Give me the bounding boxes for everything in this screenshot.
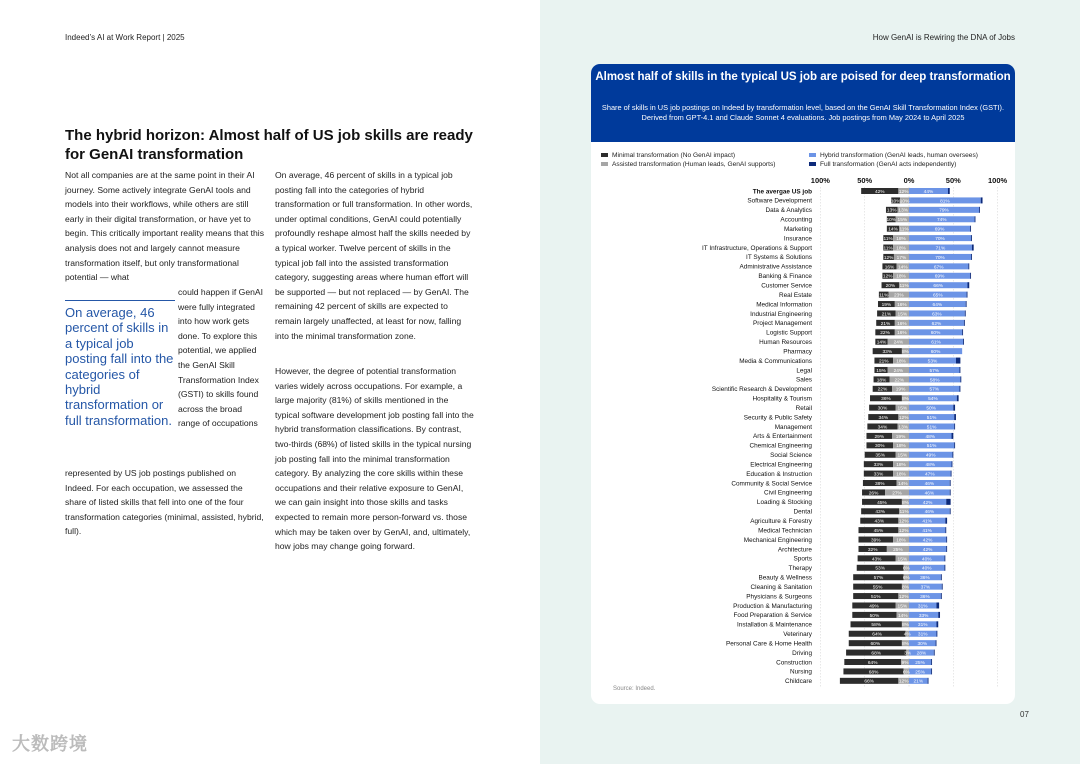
category-label: Industrial Engineering (750, 310, 812, 318)
data-label-hybrid: 60% (930, 350, 941, 356)
data-label-hybrid: 36% (920, 594, 930, 600)
data-label-assisted: 6% (902, 566, 910, 572)
bar-full (971, 254, 972, 260)
chart-subtitle: Share of skills in US job postings on Indeed by transformation level, based on the GenAI Skill Transformation Index (GSTI). Derived from GPT-4.1 and Claude Sonnet 4 evaluations. Job postings from May 2024 to April 2025 (601, 103, 1005, 122)
transformation-bar-chart (591, 64, 1015, 704)
category-label: Administrative Assistance (739, 263, 812, 271)
data-label-assisted: 18% (896, 237, 906, 242)
data-label-hybrid: 46% (924, 510, 935, 516)
bar-full (952, 452, 953, 458)
data-label-assisted: 8% (901, 642, 909, 648)
data-label-minimal: 10% (886, 218, 897, 224)
data-label-minimal: 20% (885, 284, 896, 290)
bar-full (948, 188, 950, 194)
bar-full (960, 386, 961, 392)
bar-full (944, 555, 945, 561)
data-label-hybrid: 69% (934, 274, 945, 280)
legend-item-assisted: Assisted transformation (Human leads, GenAI supports) (601, 161, 775, 168)
category-label: Customer Service (761, 282, 812, 290)
data-label-minimal: 11% (883, 246, 893, 252)
data-label-hybrid: 31% (917, 632, 928, 638)
data-label-minimal: 21% (880, 321, 891, 327)
data-label-hybrid: 25% (915, 660, 925, 666)
data-label-hybrid: 51% (926, 425, 937, 431)
data-label-hybrid: 70% (935, 255, 945, 261)
bar-full (946, 537, 947, 543)
data-label-minimal: 32% (867, 547, 878, 553)
data-label-hybrid: 70% (935, 237, 945, 242)
category-label: Installation & Maintenance (737, 621, 812, 629)
data-label-minimal: 49% (869, 604, 879, 610)
data-label-assisted: 16% (897, 331, 907, 337)
data-label-minimal: 38% (874, 481, 885, 487)
page-number: 07 (1020, 710, 1029, 719)
data-label-hybrid: 50% (926, 406, 936, 412)
data-label-minimal: 43% (875, 510, 886, 516)
data-label-minimal: 11% (879, 293, 889, 299)
bar-full (936, 640, 937, 646)
data-label-assisted: 24% (893, 368, 904, 374)
data-label-hybrid: 40% (921, 557, 932, 563)
data-label-minimal: 22% (880, 331, 890, 337)
bar-full (963, 339, 964, 345)
bar-full (950, 508, 951, 514)
data-label-assisted: 18% (896, 274, 906, 280)
data-label-minimal: 16% (884, 265, 895, 271)
data-label-assisted: 18% (896, 246, 906, 252)
bar-full (954, 442, 955, 448)
data-label-hybrid: 30% (917, 642, 928, 648)
bar-full (975, 216, 976, 222)
data-label-hybrid: 25% (915, 670, 925, 676)
data-label-hybrid: 31% (917, 604, 928, 610)
category-label: Education & Instruction (746, 470, 812, 478)
data-label-assisted: 19% (895, 434, 906, 440)
category-label: IT Systems & Solutions (746, 254, 812, 262)
data-label-assisted: 10% (899, 199, 910, 205)
data-label-hybrid: 79% (939, 208, 949, 214)
data-label-assisted: 15% (897, 604, 908, 610)
data-label-minimal: 45% (873, 529, 884, 535)
bar-full (960, 367, 961, 373)
category-label: IT Infrastructure, Operations & Support (702, 244, 812, 252)
bar-full (957, 395, 959, 401)
bar-full (966, 301, 967, 307)
bar-full (928, 678, 929, 684)
category-label: Agriculture & Forestry (750, 518, 812, 525)
data-label-hybrid: 31% (917, 623, 928, 629)
category-label: Childcare (785, 678, 812, 686)
data-label-minimal: 64% (867, 660, 878, 666)
article-headline: The hybrid horizon: Almost half of US job skills are ready for GenAI transformation (65, 127, 473, 163)
axis-tick-label: 0% (903, 176, 915, 185)
category-label: Social Science (770, 452, 812, 460)
data-label-assisted: 8% (901, 397, 909, 403)
data-label-minimal: 14% (888, 227, 898, 233)
data-label-minimal: 21% (878, 359, 889, 365)
category-label: Management (774, 423, 812, 431)
data-label-hybrid: 42% (922, 500, 933, 506)
category-label: Sales (796, 376, 812, 384)
bar-full (942, 584, 943, 590)
data-label-minimal: 21% (881, 312, 892, 318)
axis-tick-label: 50% (945, 176, 961, 185)
legend-item-hybrid: Hybrid transformation (GenAI leads, human oversees) (809, 152, 978, 159)
pull-quote: On average, 46 percent of skills in a typical job posting fall into the categories of hybrid transformation or full transformation. (65, 300, 175, 428)
data-label-minimal: 33% (873, 463, 884, 469)
column-2-para-2: However, the degree of potential transformation varies widely across occupations. For example, a large majority (81%) of skills mentioned in the typical software development job posting fall into the hybrid transformation classifications. By contrast, two-thirds (68%) of listed skills in the typical nursing job posting fall into the minimal transformation category. By analyzing the core skills within these occupations and their relative exposure to GenAI, we can gain insight into those skills and tasks expected to remain more person-forward vs. those which may be taken over by GenAI, and, ultimately, how jobs may change going forward. (275, 366, 474, 552)
data-label-minimal: 35% (875, 453, 886, 459)
data-label-hybrid: 57% (929, 387, 940, 393)
data-label-assisted: 6% (902, 576, 910, 582)
category-label: Chemical Engineering (749, 442, 812, 450)
bar-full (946, 499, 950, 505)
data-label-hybrid: 71% (935, 246, 946, 252)
data-label-assisted: 14% (897, 265, 908, 271)
data-label-hybrid: 42% (922, 538, 933, 544)
bar-full (967, 292, 968, 298)
bar-full (979, 207, 980, 213)
data-label-assisted: 15% (897, 453, 908, 459)
category-label: Driving (792, 649, 812, 657)
data-label-assisted: 14% (897, 613, 908, 619)
data-label-assisted: 16% (897, 321, 907, 327)
data-label-hybrid: 58% (929, 378, 940, 384)
data-label-hybrid: 74% (936, 218, 947, 224)
data-label-assisted: 12% (898, 594, 909, 600)
bar-full (945, 518, 947, 524)
data-label-minimal: 33% (882, 350, 893, 356)
data-label-hybrid: 66% (933, 284, 944, 290)
data-label-assisted: 15% (897, 218, 908, 224)
bar-full (941, 593, 942, 599)
data-label-assisted: 3% (904, 651, 912, 657)
data-label-hybrid: 46% (924, 491, 935, 497)
category-label: Mechanical Engineering (743, 536, 812, 544)
data-label-minimal: 13% (886, 208, 897, 214)
axis-tick-label: 50% (857, 176, 873, 185)
bar-full (951, 471, 952, 477)
data-label-assisted: 18% (896, 463, 906, 469)
data-label-hybrid: 41% (922, 529, 932, 535)
column-1-mid: could happen if GenAI were fully integrated into how work gets done. To explore this potential, we applied the GenAI Skill Transformation Index (GSTI) to skills found across the broad range of occupations (178, 287, 264, 429)
column-2-para-1: On average, 46 percent of skills in a typical job posting fall into the categories of hybrid transformation or full transformation. In other words, under optimal conditions, GenAI could potentially profoundly reshape almost half the skills needed by a typical worker. Twelve percent of skills in the typical job fall into the assisted transformation category, suggesting areas where human effort will be supported — but not replaced — by GenAI. The remaining 42 percent of skills are expected to remain largely unaffected, at least for now, falling into the minimal transformation zone. (275, 170, 473, 341)
legend-item-full: Full transformation (GenAI acts independently) (809, 161, 956, 168)
watermark: 大数跨境 (12, 734, 88, 754)
bar-full (936, 602, 939, 608)
data-label-hybrid: 40% (921, 566, 932, 572)
data-label-assisted: 19% (895, 387, 906, 393)
data-label-assisted: 8% (901, 500, 909, 506)
report-header: Indeed’s AI at Work Report | 2025 (65, 33, 185, 42)
bar-full (970, 226, 971, 232)
data-label-minimal: 50% (869, 613, 880, 619)
category-label: Architecture (777, 546, 812, 554)
category-label: Pharmacy (783, 348, 812, 356)
chart-source: Source: Indeed. (613, 686, 656, 692)
bar-full (952, 433, 954, 439)
data-label-assisted: 18% (896, 472, 906, 478)
data-label-hybrid: 41% (922, 519, 932, 525)
category-label: Civil Engineering (764, 489, 812, 497)
bar-full (944, 565, 945, 571)
data-label-hybrid: 67% (933, 265, 944, 271)
category-label: Therapy (788, 565, 812, 573)
data-label-assisted: 18% (896, 538, 906, 544)
bar-full (931, 659, 932, 665)
data-label-minimal: 15% (876, 368, 886, 374)
bar-full (936, 631, 937, 637)
data-label-minimal: 39% (870, 538, 881, 544)
category-label: Sports (793, 555, 812, 563)
data-label-minimal: 68% (868, 670, 879, 676)
data-label-minimal: 42% (874, 189, 885, 195)
data-label-assisted: 8% (901, 623, 909, 629)
data-label-minimal: 22% (877, 387, 888, 393)
data-label-hybrid: 53% (927, 359, 938, 365)
category-label: Electrical Engineering (750, 461, 812, 469)
category-label: Insurance (783, 235, 812, 243)
data-label-minimal: 12% (883, 255, 894, 261)
data-label-minimal: 53% (875, 566, 886, 572)
data-label-assisted: 27% (892, 491, 902, 497)
data-label-assisted: 12% (898, 519, 909, 525)
data-label-minimal: 19% (881, 302, 892, 308)
data-label-assisted: 12% (898, 679, 909, 685)
data-label-assisted: 18% (896, 359, 906, 365)
bar-full (954, 424, 955, 430)
data-label-minimal: 34% (878, 415, 889, 421)
category-label: Scientific Research & Development (711, 386, 812, 394)
bar-full (931, 668, 932, 674)
bar-full (970, 273, 971, 279)
data-label-assisted: 11% (899, 284, 909, 290)
data-label-assisted: 13% (898, 425, 909, 431)
data-label-assisted: 15% (897, 406, 908, 412)
data-label-hybrid: 49% (925, 453, 936, 459)
bar-full (938, 612, 940, 618)
data-label-assisted: 11% (899, 510, 909, 516)
data-label-assisted: 15% (897, 557, 908, 563)
data-label-assisted: 6% (902, 670, 910, 676)
bar-full (960, 376, 961, 382)
bar-full (934, 650, 935, 656)
bar-full (952, 461, 953, 467)
category-label: Retail (795, 404, 812, 412)
bar-full (953, 405, 955, 411)
category-label: Real Estate (778, 291, 812, 299)
data-label-assisted: 9% (901, 660, 909, 666)
category-label: Beauty & Wellness (758, 574, 812, 582)
category-label: Construction (776, 659, 812, 667)
data-label-hybrid: 44% (923, 189, 934, 195)
category-label: Community & Social Service (731, 480, 812, 488)
data-label-hybrid: 63% (932, 312, 942, 318)
data-label-minimal: 26% (868, 491, 879, 497)
data-label-minimal: 34% (877, 425, 888, 431)
data-label-minimal: 11% (883, 237, 893, 242)
bar-full (946, 546, 947, 552)
data-label-minimal: 55% (872, 585, 883, 591)
bar-full (968, 263, 969, 269)
data-label-hybrid: 48% (925, 434, 936, 440)
legend-item-minimal: Minimal transformation (No GenAI impact) (601, 152, 735, 159)
column-1-top: Not all companies are at the same point in their AI journey. Some actively integrate GenAI tools and models into their workflows, while others are still early in their digital transformation, or have yet to begin. This critically important reality means that this analysis does not and largely cannot measure transformation itself, but only transformational potential — what (65, 170, 265, 283)
category-label: Banking & Finance (758, 273, 812, 281)
data-label-hybrid: 54% (928, 397, 938, 403)
bar-full (972, 245, 974, 251)
category-label: Medical Information (756, 301, 812, 309)
data-label-assisted: 14% (897, 481, 908, 487)
category-label: The avergae US job (752, 188, 812, 196)
data-label-hybrid: 42% (922, 547, 933, 553)
data-label-hybrid: 47% (925, 472, 935, 478)
bar-full (941, 574, 942, 580)
category-label: Production & Manufacturing (733, 602, 812, 610)
category-label: Cleaning & Sanitation (750, 583, 812, 591)
data-label-assisted: 8% (901, 350, 909, 356)
section-header: How GenAI is Rewiring the DNA of Jobs (872, 33, 1015, 42)
bar-full (945, 527, 946, 533)
data-label-minimal: 57% (873, 576, 884, 582)
data-label-assisted: 15% (897, 312, 908, 318)
data-label-assisted: 12% (898, 529, 909, 535)
axis-tick-label: 100% (988, 176, 1008, 185)
data-label-minimal: 64% (872, 632, 882, 638)
bar-full (950, 489, 951, 495)
data-label-hybrid: 36% (920, 576, 930, 582)
data-label-assisted: 4% (903, 632, 911, 638)
category-label: Security & Public Safety (743, 414, 812, 422)
data-label-hybrid: 37% (920, 585, 931, 591)
category-label: Arts & Entertainment (753, 433, 812, 441)
category-label: Nursing (789, 668, 812, 676)
data-label-minimal: 30% (874, 444, 885, 450)
bar-full (964, 320, 965, 326)
category-label: Data & Analytics (765, 207, 812, 215)
bar-full (962, 329, 963, 335)
bar-full (965, 310, 966, 316)
category-label: Dental (793, 508, 812, 516)
data-label-hybrid: 61% (931, 340, 941, 346)
bar-full (950, 480, 951, 486)
data-label-assisted: 8% (901, 585, 909, 591)
data-label-hybrid: 65% (932, 293, 943, 299)
category-label: Physicians & Surgeons (746, 593, 812, 601)
data-label-minimal: 14% (876, 340, 887, 346)
data-label-hybrid: 57% (929, 368, 940, 374)
data-label-assisted: 24% (893, 340, 904, 346)
data-label-minimal: 66% (864, 679, 874, 685)
data-label-hybrid: 51% (926, 444, 937, 450)
category-label: Legal (796, 367, 812, 375)
category-label: Software Development (747, 197, 812, 205)
data-label-assisted: 16% (897, 302, 907, 308)
data-label-minimal: 10% (890, 199, 901, 205)
bar-full (954, 414, 956, 420)
data-label-assisted: 11% (899, 227, 909, 233)
bar-full (981, 197, 983, 203)
data-label-assisted: 22% (894, 378, 905, 384)
data-label-hybrid: 60% (930, 331, 941, 337)
data-label-hybrid: 51% (926, 415, 937, 421)
data-label-assisted: 17% (896, 255, 907, 261)
bar-full (967, 282, 969, 288)
category-label: Media & Communications (739, 357, 812, 365)
chart-title: Almost half of skills in the typical US job are poised for deep transformation (595, 71, 1011, 83)
data-label-hybrid: 21% (913, 679, 924, 685)
data-label-hybrid: 33% (918, 613, 929, 619)
data-label-assisted: 23% (894, 293, 904, 299)
data-label-hybrid: 62% (931, 321, 942, 327)
category-label: Loading & Stocking (756, 499, 812, 507)
data-label-hybrid: 64% (932, 302, 943, 308)
category-label: Logistic Support (766, 329, 812, 337)
category-label: Veterinary (783, 631, 812, 639)
data-label-minimal: 43% (871, 557, 882, 563)
data-label-assisted: 13% (898, 208, 909, 214)
data-label-minimal: 18% (876, 378, 887, 384)
data-label-minimal: 43% (874, 519, 885, 525)
data-label-minimal: 60% (870, 642, 881, 648)
data-label-minimal: 29% (874, 434, 885, 440)
column-1-bottom: represented by US job postings published on Indeed. For each occupation, we assessed the share of listed skills that fell into one of the four transformation categories (minimal, assisted, hybrid, full). (65, 468, 264, 537)
bar-full (971, 235, 972, 241)
data-label-hybrid: 48% (925, 463, 936, 469)
data-label-hybrid: 81% (940, 199, 950, 205)
data-label-assisted: 18% (896, 444, 906, 450)
bar-full (936, 621, 938, 627)
bar-full (956, 358, 960, 364)
data-label-minimal: 12% (882, 274, 893, 280)
data-label-assisted: 12% (898, 415, 909, 421)
data-label-hybrid: 28% (916, 651, 927, 657)
category-label: Marketing (783, 225, 812, 233)
data-label-minimal: 30% (877, 406, 888, 412)
category-label: Food Preparation & Service (733, 612, 812, 620)
category-label: Human Resources (759, 339, 812, 347)
data-label-hybrid: 46% (924, 481, 935, 487)
category-label: Accounting (780, 216, 812, 224)
category-label: Medical Technician (758, 527, 812, 535)
data-label-assisted: 12% (898, 189, 909, 195)
data-label-minimal: 36% (881, 397, 891, 403)
data-label-minimal: 33% (873, 472, 884, 478)
data-label-hybrid: 69% (934, 227, 945, 233)
data-label-minimal: 58% (871, 623, 882, 629)
category-label: Personal Care & Home Health (726, 640, 812, 648)
axis-tick-label: 100% (810, 176, 830, 185)
category-label: Hospitality & Tourism (752, 395, 812, 403)
data-label-assisted: 25% (893, 547, 903, 553)
category-label: Project Management (753, 320, 812, 328)
data-label-minimal: 51% (870, 594, 881, 600)
data-label-minimal: 45% (877, 500, 887, 506)
data-label-minimal: 68% (871, 651, 882, 657)
